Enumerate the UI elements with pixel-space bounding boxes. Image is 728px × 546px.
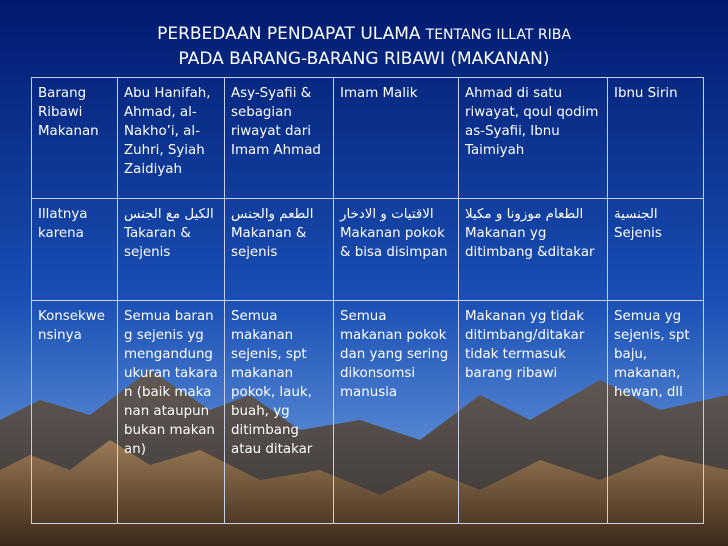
cell-konsek-4: Makanan yg tidak ditimbang/ditakar tidak termasuk barang ribawi: [459, 301, 608, 524]
title-main: PERBEDAAN PENDAPAT ULAMA: [157, 24, 421, 44]
cell-konsek-5: Semua yg sejenis, spt baju, makanan, hewan, dll: [608, 301, 704, 524]
cell-text: Makanan pokok & bisa disimpan: [340, 226, 448, 260]
cell-ibnu-sirin: Ibnu Sirin: [608, 78, 704, 199]
cell-text: Takaran & sejenis: [124, 226, 191, 260]
arabic-text: الاقتيات و الادخار: [340, 207, 434, 222]
cell-text: Makanan yg ditimbang &ditakar: [465, 226, 595, 260]
table-row-narrators: [32, 78, 704, 199]
arabic-text: الطعام موزونا و مكيلا: [465, 207, 584, 222]
cell-konsek-2: Semua makanan sejenis, spt makanan pokok, lauk, buah, yg ditimbang atau ditakar: [225, 301, 334, 524]
arabic-text: الجنسية: [614, 207, 658, 222]
row-label: Illatnya karena: [32, 199, 118, 301]
cell-asy-syafii: Asy-Syafii & sebagian riwayat dari Imam Ahmad: [225, 78, 334, 199]
arabic-text: الكيل مع الجنس: [124, 207, 214, 222]
title-small: TENTANG ILLAT RIBA: [425, 27, 571, 43]
title-line2: PADA BARANG-BARANG RIBAWI (MAKANAN): [178, 49, 550, 69]
cell-illat-4: [459, 199, 608, 301]
cell-illat-2: [225, 199, 334, 301]
table-row-konsekwensi: [32, 301, 704, 524]
cell-illat-3: [334, 199, 459, 301]
row-label: Barang Ribawi Makanan: [32, 78, 118, 199]
cell-abu-hanifah: Abu Hanifah, Ahmad, al-Nakho’i, al-Zuhri, Syiah Zaidiyah: [118, 78, 225, 199]
cell-ahmad: Ahmad di satu riwayat, qoul qodim as-Syafii, Ibnu Taimiyah: [459, 78, 608, 199]
cell-konsek-1: Semua barang sejenis yg mengandung ukuran takaran (baik makanan ataupun bukan makanan): [118, 301, 225, 524]
comparison-table: [31, 77, 704, 524]
table-row-illat: [32, 199, 704, 301]
cell-imam-malik: Imam Malik: [334, 78, 459, 199]
cell-text: Makanan & sejenis: [231, 226, 307, 260]
cell-illat-5: [608, 199, 704, 301]
cell-konsek-3: Semua makanan pokok dan yang sering dikonsomsi manusia: [334, 301, 459, 524]
arabic-text: الطعم والجنس: [231, 207, 314, 222]
slide-title: [0, 22, 728, 71]
cell-illat-1: [118, 199, 225, 301]
row-label: Konsekwensinya: [32, 301, 118, 524]
cell-text: Sejenis: [614, 226, 662, 241]
